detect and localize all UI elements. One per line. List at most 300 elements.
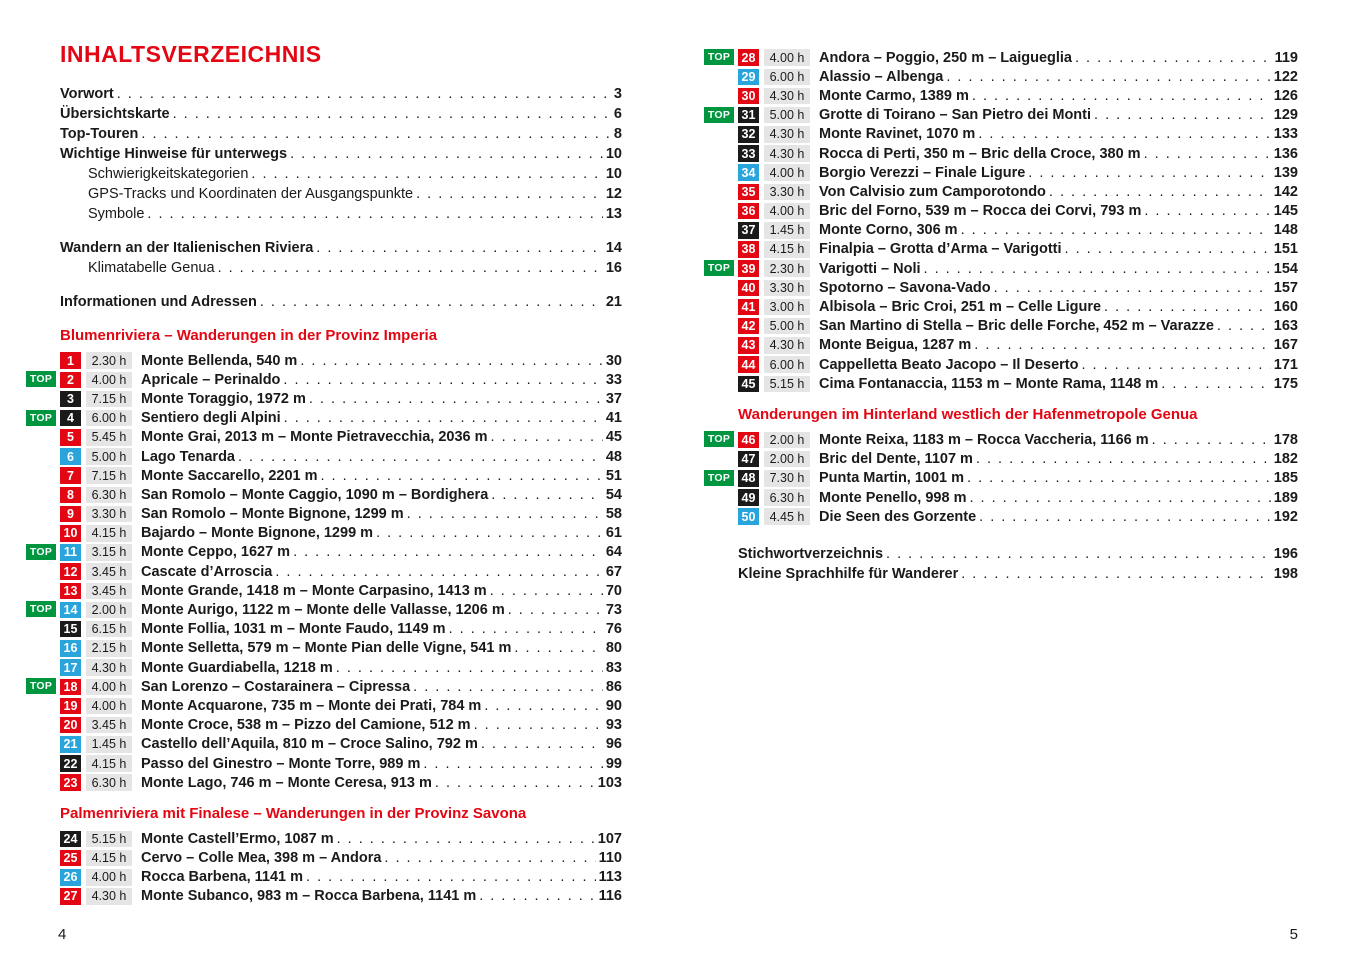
tour-entry — [738, 67, 1298, 86]
toc-entry — [738, 564, 1298, 584]
page-number-left: 4 — [58, 926, 67, 943]
tour-duration: 4.00 h — [764, 49, 810, 66]
tour-duration: 4.30 h — [764, 145, 810, 162]
tour-page: 110 — [598, 850, 622, 867]
dotted-leader — [407, 506, 603, 522]
tour-title: Monte Saccarello, 2201 m — [141, 467, 318, 484]
tour-page: 48 — [605, 448, 622, 465]
toc-entry — [60, 238, 622, 258]
tour-number-badge: 2 — [60, 372, 81, 389]
tour-page: 64 — [605, 544, 622, 561]
dotted-leader — [474, 717, 603, 733]
tour-duration: 4.15 h — [86, 525, 132, 542]
tour-duration: 3.30 h — [764, 184, 810, 201]
toc-entry — [738, 544, 1298, 564]
toc-entry — [60, 204, 622, 224]
tour-number-badge: 14 — [60, 602, 81, 619]
tour-duration: 4.45 h — [764, 508, 810, 525]
tour-page: 139 — [1273, 164, 1298, 181]
tour-title: Monte Selletta, 579 m – Monte Pian delle Vigne, 541 m — [141, 640, 512, 657]
tour-title: Punta Martin, 1001 m — [819, 470, 965, 487]
tour-number-badge: 18 — [60, 679, 81, 696]
tour-entry — [60, 887, 622, 906]
toc-entry — [60, 184, 622, 204]
tour-page: 157 — [1273, 279, 1298, 296]
dotted-leader — [337, 831, 595, 847]
tour-entry — [29, 677, 622, 696]
dotted-leader — [423, 756, 603, 772]
tour-title: Alassio – Albenga — [819, 68, 944, 85]
tour-number-badge: 50 — [738, 508, 759, 525]
tour-number-badge: 30 — [738, 88, 759, 105]
toc-group — [60, 238, 622, 278]
dotted-leader — [218, 258, 603, 278]
top-badge: TOP — [704, 107, 734, 123]
tour-page: 175 — [1273, 375, 1298, 392]
tour-title: San Martino di Stella – Bric delle Forche, 452 m – Varazze — [819, 318, 1214, 335]
toc-entry-page: 12 — [605, 186, 622, 202]
tour-duration: 3.45 h — [86, 717, 132, 734]
toc-entry-label: Stichwortverzeichnis — [738, 546, 884, 563]
dotted-leader — [300, 353, 603, 369]
tour-duration: 5.15 h — [86, 831, 132, 848]
tour-duration: 3.45 h — [86, 563, 132, 580]
tour-duration: 3.30 h — [86, 506, 132, 523]
tour-duration: 3.00 h — [764, 299, 810, 316]
tour-entry — [60, 849, 622, 868]
tour-title: Cima Fontanaccia, 1153 m – Monte Rama, 1148 m — [819, 375, 1159, 392]
top-badge: TOP — [26, 601, 56, 617]
toc-entry-label: Wichtige Hinweise für unterwegs — [60, 146, 288, 162]
toc-entry — [60, 104, 622, 124]
tour-duration: 2.00 h — [764, 451, 810, 468]
tour-number-badge: 7 — [60, 467, 81, 484]
tour-number-badge: 13 — [60, 583, 81, 600]
tour-page: 133 — [1273, 126, 1298, 143]
tour-page: 83 — [605, 659, 622, 676]
tour-page: 107 — [597, 830, 622, 847]
dotted-leader — [886, 544, 1271, 564]
top-badge: TOP — [26, 678, 56, 694]
tour-entry — [738, 317, 1298, 336]
tour-entry — [60, 868, 622, 887]
tour-number-badge: 27 — [60, 888, 81, 905]
tour-number-badge: 45 — [738, 376, 759, 393]
tour-page: 151 — [1273, 241, 1298, 258]
tour-entry — [60, 696, 622, 715]
tour-title: Monte Toraggio, 1972 m — [141, 390, 306, 407]
dotted-leader — [1075, 50, 1272, 66]
tour-title: Grotte di Toirano – San Pietro dei Monti — [819, 107, 1092, 124]
toc-entry — [60, 144, 622, 164]
tour-entry — [707, 259, 1298, 278]
tour-page: 163 — [1273, 318, 1298, 335]
tour-duration: 7.15 h — [86, 467, 132, 484]
tour-list — [60, 829, 622, 906]
toc-entry-page: 196 — [1273, 546, 1298, 563]
tour-page: 61 — [605, 525, 622, 542]
tour-number-badge: 28 — [738, 49, 759, 66]
tour-entry — [29, 600, 622, 619]
tour-duration: 2.00 h — [86, 602, 132, 619]
toc-entry — [60, 292, 622, 312]
tour-number-badge: 17 — [60, 659, 81, 676]
dotted-leader — [173, 104, 611, 124]
dotted-leader — [251, 164, 602, 184]
dotted-leader — [321, 468, 603, 484]
tour-page: 145 — [1273, 203, 1298, 220]
dotted-leader — [484, 698, 603, 714]
tour-entry — [707, 430, 1298, 449]
tour-page: 76 — [605, 621, 622, 638]
tour-page: 41 — [605, 410, 622, 427]
tour-number-badge: 25 — [60, 850, 81, 867]
tour-number-badge: 33 — [738, 145, 759, 162]
tour-entry — [60, 466, 622, 485]
tour-entry — [60, 754, 622, 773]
tour-number-badge: 23 — [60, 774, 81, 791]
tour-title: Monte Carmo, 1389 m — [819, 87, 969, 104]
tour-number-badge: 26 — [60, 869, 81, 886]
dotted-leader — [1152, 432, 1271, 448]
tour-number-badge: 44 — [738, 356, 759, 373]
tour-duration: 4.00 h — [764, 164, 810, 181]
tour-page: 93 — [605, 717, 622, 734]
tour-page: 51 — [605, 467, 622, 484]
tour-page: 70 — [605, 582, 622, 599]
tour-duration: 6.30 h — [764, 489, 810, 506]
tour-title: Monte Guardiabella, 1218 m — [141, 659, 333, 676]
section-heading: Wanderungen im Hinterland westlich der Hafenmetropole Genua — [738, 406, 1198, 424]
tour-title: Monte Lago, 746 m – Monte Ceresa, 913 m — [141, 774, 432, 791]
toc-entry-page: 3 — [613, 86, 622, 102]
tour-page: 99 — [605, 755, 622, 772]
dotted-leader — [1144, 203, 1270, 219]
tour-number-badge: 6 — [60, 448, 81, 465]
section-heading: Palmenriviera mit Finalese – Wanderungen in der Provinz Savona — [60, 805, 527, 823]
tour-page: 96 — [605, 736, 622, 753]
tour-duration: 5.00 h — [764, 318, 810, 335]
toc-entry-label: Informationen und Adressen — [60, 294, 257, 310]
tour-title: Lago Tenarda — [141, 448, 235, 465]
dotted-leader — [293, 544, 603, 560]
dotted-leader — [435, 775, 595, 791]
tour-number-badge: 11 — [60, 544, 81, 561]
dotted-leader — [275, 564, 602, 580]
tour-duration: 2.30 h — [764, 260, 810, 277]
dotted-leader — [491, 487, 603, 503]
toc-entry — [60, 258, 622, 278]
tour-page: 58 — [605, 506, 622, 523]
toc-entry-label: Schwierigkeitskategorien — [88, 166, 249, 182]
toc-entry-page: 10 — [605, 166, 622, 182]
dotted-leader — [1104, 299, 1271, 315]
dotted-leader — [1217, 318, 1271, 334]
tour-number-badge: 35 — [738, 184, 759, 201]
dotted-leader — [290, 144, 603, 164]
tour-page: 30 — [605, 352, 622, 369]
dotted-leader — [147, 204, 602, 224]
tour-number-badge: 36 — [738, 203, 759, 220]
tour-entry — [738, 125, 1298, 144]
tour-duration: 5.00 h — [86, 448, 132, 465]
dotted-leader — [491, 429, 603, 445]
tour-page: 67 — [605, 563, 622, 580]
toc-entry-page: 16 — [605, 260, 622, 276]
tour-title: Rocca Barbena, 1141 m — [141, 869, 304, 886]
dotted-leader — [283, 372, 602, 388]
tour-entry — [60, 428, 622, 447]
tour-page: 116 — [598, 888, 622, 905]
tour-title: Bajardo – Monte Bignone, 1299 m — [141, 525, 374, 542]
tour-title: Apricale – Perinaldo — [141, 371, 281, 388]
page-title: INHALTSVERZEICHNIS — [60, 41, 322, 67]
tour-number-badge: 49 — [738, 489, 759, 506]
tour-entry — [29, 409, 622, 428]
tour-page: 122 — [1273, 68, 1298, 85]
dotted-leader — [979, 509, 1271, 525]
tour-number-badge: 37 — [738, 222, 759, 239]
toc-entry-page: 10 — [605, 146, 622, 162]
tour-duration: 3.30 h — [764, 280, 810, 297]
tour-duration: 4.15 h — [86, 755, 132, 772]
tour-number-badge: 39 — [738, 260, 759, 277]
dotted-leader — [336, 660, 603, 676]
dotted-leader — [490, 583, 603, 599]
tour-number-badge: 15 — [60, 621, 81, 638]
tour-page: 189 — [1273, 489, 1298, 506]
tour-title: Castello dell’Aquila, 810 m – Croce Salino, 792 m — [141, 736, 478, 753]
tour-duration: 4.00 h — [86, 698, 132, 715]
tour-entry — [738, 221, 1298, 240]
top-badge: TOP — [26, 371, 56, 387]
tour-entry — [738, 507, 1298, 526]
tour-page: 33 — [605, 371, 622, 388]
tour-duration: 7.30 h — [764, 470, 810, 487]
dotted-leader — [1094, 107, 1271, 123]
tour-entry — [707, 469, 1298, 488]
tour-page: 167 — [1273, 337, 1298, 354]
tour-title: Monte Grai, 2013 m – Monte Pietravecchia, 2036 m — [141, 429, 488, 446]
toc-entry-label: Übersichtskarte — [60, 106, 170, 122]
toc-entry-label: Vorwort — [60, 86, 114, 102]
tour-title: Bric del Forno, 539 m – Rocca dei Corvi, 793 m — [819, 203, 1142, 220]
tour-title: Monte Grande, 1418 m – Monte Carpasino, 1413 m — [141, 582, 487, 599]
tour-number-badge: 20 — [60, 717, 81, 734]
tour-title: Cappelletta Beato Jacopo – Il Deserto — [819, 356, 1079, 373]
toc-group — [60, 292, 622, 312]
tour-entry — [738, 182, 1298, 201]
tour-entry — [60, 773, 622, 792]
dotted-leader — [376, 525, 603, 541]
tour-list — [707, 48, 1298, 393]
tour-number-badge: 48 — [738, 470, 759, 487]
tour-duration: 6.15 h — [86, 621, 132, 638]
dotted-leader — [284, 410, 603, 426]
dotted-leader — [994, 280, 1271, 296]
tour-number-badge: 9 — [60, 506, 81, 523]
toc-entry-page: 13 — [605, 206, 622, 222]
dotted-leader — [1028, 165, 1271, 181]
tour-entry — [738, 374, 1298, 393]
tour-number-badge: 46 — [738, 432, 759, 449]
dotted-leader — [946, 69, 1270, 85]
tour-title: Monte Ceppo, 1627 m — [141, 544, 291, 561]
tour-page: 192 — [1273, 508, 1298, 525]
tour-entry — [29, 543, 622, 562]
tour-title: Monte Acquarone, 735 m – Monte dei Prati, 784 m — [141, 697, 482, 714]
tour-entry — [29, 370, 622, 389]
tour-duration: 4.15 h — [86, 850, 132, 867]
tour-number-badge: 22 — [60, 755, 81, 772]
dotted-leader — [514, 640, 602, 656]
dotted-leader — [1065, 241, 1271, 257]
dotted-leader — [306, 869, 596, 885]
tour-entry — [738, 488, 1298, 507]
toc-entry-label: Klimatabelle Genua — [88, 260, 215, 276]
tour-duration: 5.45 h — [86, 429, 132, 446]
toc-group — [738, 544, 1298, 584]
tour-entry — [60, 620, 622, 639]
tour-entry — [60, 716, 622, 735]
dotted-leader — [449, 621, 603, 637]
tour-entry — [60, 639, 622, 658]
tour-title: San Lorenzo – Costarainera – Cipressa — [141, 678, 411, 695]
tour-duration: 7.15 h — [86, 391, 132, 408]
dotted-leader — [976, 451, 1271, 467]
section-heading: Blumenriviera – Wanderungen in der Provinz Imperia — [60, 327, 438, 344]
top-badge: TOP — [26, 544, 56, 560]
tour-duration: 4.30 h — [764, 126, 810, 143]
top-badge: TOP — [26, 410, 56, 426]
tour-title: Monte Ravinet, 1070 m — [819, 126, 976, 143]
toc-entry-label: Top-Touren — [60, 126, 139, 142]
tour-title: Varigotti – Noli — [819, 260, 921, 277]
tour-entry — [60, 735, 622, 754]
tour-page: 103 — [597, 774, 622, 791]
dotted-leader — [1081, 357, 1270, 373]
toc-entry-label: Wandern an der Italienischen Riviera — [60, 240, 314, 256]
tour-title: Monte Castell’Ermo, 1087 m — [141, 830, 334, 847]
tour-page: 129 — [1273, 107, 1298, 124]
tour-number-badge: 19 — [60, 698, 81, 715]
tour-page: 113 — [598, 869, 622, 886]
tour-number-badge: 38 — [738, 241, 759, 258]
tour-entry — [60, 658, 622, 677]
tour-entry — [60, 562, 622, 581]
tour-list — [29, 351, 622, 792]
tour-entry — [707, 106, 1298, 125]
tour-title: Finalpia – Grotta d’Arma – Varigotti — [819, 241, 1062, 258]
tour-duration: 4.00 h — [86, 679, 132, 696]
tour-duration: 1.45 h — [86, 736, 132, 753]
tour-number-badge: 34 — [738, 164, 759, 181]
tour-duration: 4.30 h — [764, 337, 810, 354]
dotted-leader — [978, 126, 1270, 142]
tour-entry — [738, 355, 1298, 374]
tour-title: Monte Penello, 998 m — [819, 489, 967, 506]
toc-entry — [60, 124, 622, 144]
tour-page: 154 — [1273, 260, 1298, 277]
tour-duration: 4.15 h — [764, 241, 810, 258]
tour-entry — [738, 336, 1298, 355]
dotted-leader — [309, 391, 603, 407]
left-page-column — [29, 40, 622, 906]
tour-page: 178 — [1273, 431, 1298, 448]
tour-number-badge: 10 — [60, 525, 81, 542]
tour-duration: 5.00 h — [764, 107, 810, 124]
tour-title: Bric del Dente, 1107 m — [819, 451, 973, 468]
tour-title: Monte Corno, 306 m — [819, 222, 958, 239]
dotted-leader — [316, 238, 603, 258]
tour-title: Cervo – Colle Mea, 398 m – Andora — [141, 850, 382, 867]
tour-entry — [60, 581, 622, 600]
tour-page: 37 — [605, 390, 622, 407]
toc-entry-label: GPS-Tracks und Koordinaten der Ausgangspunkte — [88, 186, 414, 202]
tour-entry — [60, 829, 622, 848]
tour-entry — [738, 240, 1298, 259]
tour-duration: 4.30 h — [86, 659, 132, 676]
tour-title: Monte Subanco, 983 m – Rocca Barbena, 1141 m — [141, 888, 477, 905]
tour-duration: 4.00 h — [86, 372, 132, 389]
toc-group — [60, 84, 622, 224]
tour-page: 136 — [1273, 145, 1298, 162]
tour-entry — [60, 351, 622, 370]
tour-duration: 4.30 h — [86, 888, 132, 905]
top-badge: TOP — [704, 431, 734, 447]
tour-number-badge: 4 — [60, 410, 81, 427]
tour-number-badge: 42 — [738, 318, 759, 335]
tour-entry — [738, 163, 1298, 182]
tour-duration: 2.00 h — [764, 432, 810, 449]
tour-number-badge: 32 — [738, 126, 759, 143]
dotted-leader — [967, 470, 1271, 486]
tour-title: Albisola – Bric Croi, 251 m – Celle Ligure — [819, 299, 1102, 316]
tour-number-badge: 21 — [60, 736, 81, 753]
dotted-leader — [238, 449, 603, 465]
tour-duration: 5.15 h — [764, 376, 810, 393]
toc-entry-page: 198 — [1273, 566, 1298, 583]
tour-page: 90 — [605, 697, 622, 714]
tour-duration: 2.15 h — [86, 640, 132, 657]
right-page-column — [707, 40, 1298, 598]
tour-number-badge: 40 — [738, 280, 759, 297]
dotted-leader — [972, 88, 1271, 104]
tour-page: 54 — [605, 486, 622, 503]
dotted-leader — [416, 184, 603, 204]
tour-title: San Romolo – Monte Caggio, 1090 m – Bordighera — [141, 486, 489, 503]
tour-duration: 6.00 h — [764, 356, 810, 373]
tour-number-badge: 43 — [738, 337, 759, 354]
tour-title: Monte Aurigo, 1122 m – Monte delle Vallasse, 1206 m — [141, 602, 505, 619]
tour-entry — [738, 144, 1298, 163]
tour-number-badge: 29 — [738, 69, 759, 86]
tour-page: 142 — [1273, 183, 1298, 200]
dotted-leader — [969, 490, 1270, 506]
toc-entry-label: Symbole — [88, 206, 145, 222]
tour-page: 182 — [1273, 451, 1298, 468]
tour-title: Rocca di Perti, 350 m – Bric della Croce, 380 m — [819, 145, 1141, 162]
toc-entry-page: 21 — [605, 294, 622, 310]
tour-page: 160 — [1273, 299, 1298, 316]
tour-duration: 3.45 h — [86, 583, 132, 600]
top-badge: TOP — [704, 260, 734, 276]
top-badge: TOP — [704, 470, 734, 486]
tour-duration: 1.45 h — [764, 222, 810, 239]
dotted-leader — [481, 736, 603, 752]
toc-entry — [60, 84, 622, 104]
tour-page: 171 — [1273, 356, 1298, 373]
